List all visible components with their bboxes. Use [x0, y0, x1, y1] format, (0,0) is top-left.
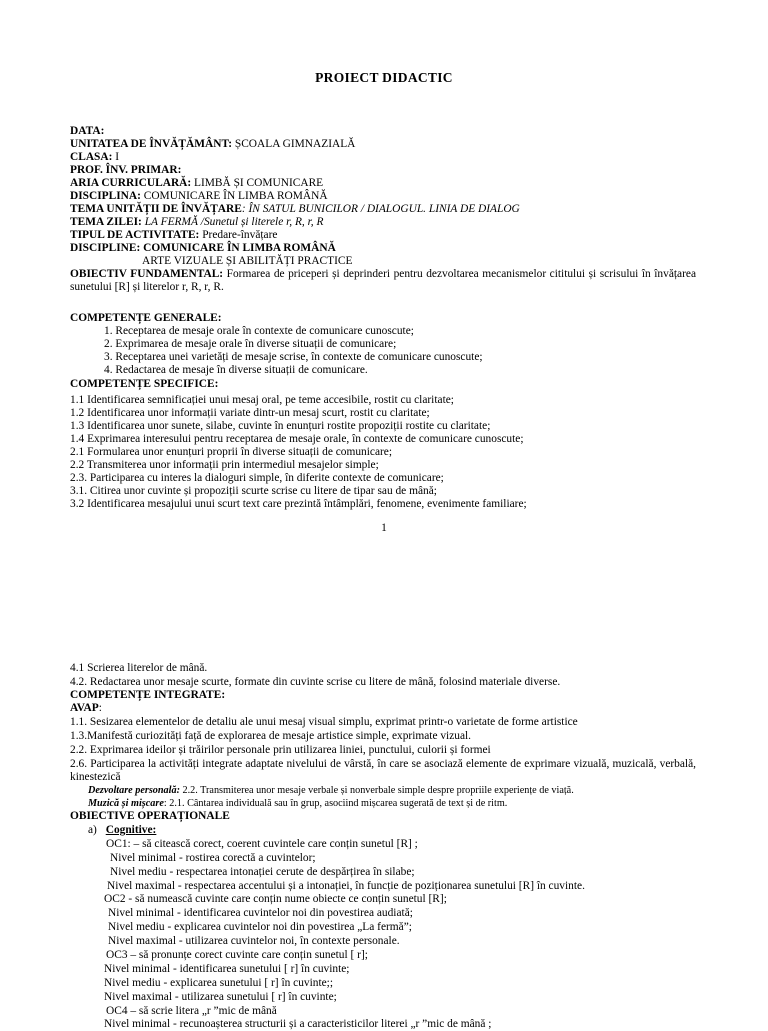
obiective-heading: OBIECTIVE OPERAȚIONALE — [70, 810, 230, 822]
data-line — [70, 125, 696, 138]
obiectiv-line: Nivel minimal - identificarea sunetului [ r] în cuvinte; — [104, 963, 350, 975]
obiectiv-paragraph — [70, 268, 696, 294]
tema-unitatii-line — [70, 203, 696, 216]
competenta-specifica-item: 2.2 Transmiterea unor informații prin intermediul mesajelor simple; — [70, 459, 379, 471]
obiectiv-line: Nivel maximal - utilizarea cuvintelor noi, în contexte personale. — [108, 935, 400, 947]
competenta-specifica-item: 2.3. Participarea cu interes la dialoguri simple, în diferite contexte de comunicare; — [70, 472, 444, 484]
competenta-generala-item: 4. Redactarea de mesaje în diverse situații de comunicare. — [104, 364, 368, 376]
aria-value: LIMBĂ ȘI COMUNICARE — [191, 177, 324, 189]
competenta-specifica-item: 1.3 Identificarea unor sunete, silabe, cuvinte în enunțuri rostite propoziții rostite cu claritate; — [70, 420, 491, 432]
tema-zilei-label: TEMA ZILEI: — [70, 216, 142, 228]
aria-label: ARIA CURRICULARĂ: — [70, 177, 192, 189]
muzica-label: Muzică și mișcare — [88, 798, 164, 809]
discipline-line — [70, 242, 696, 255]
unitatea-line — [70, 138, 696, 151]
competenta-specifica-item: 1.4 Exprimarea interesului pentru receptarea de mesaje orale, în contexte de comunicare cunoscute; — [70, 433, 524, 445]
clasa-label: CLASA: — [70, 151, 113, 163]
competenta-integrata-item: 2.2. Exprimarea ideilor și trăirilor personale prin utilizarea liniei, punctului, culorii și formei — [70, 744, 491, 756]
dezvoltare-value: 2.2. Transmiterea unor mesaje verbale și nonverbale simple despre propriile experiențe de viață. — [179, 785, 574, 796]
obiectiv-line: Nivel maximal - respectarea accentului și a intonației, în funcție de poziționarea sunetului [R] în cuvinte. — [107, 880, 585, 892]
tema-unitatii-value: : ÎN SATUL BUNICILOR / DIALOGUL. LINIA DE DIALOG — [241, 203, 520, 215]
competenta-specifica-item: 4.2. Redactarea unor mesaje scurte, formate din cuvinte scrise cu litere de mână, folosind materiale diverse. — [70, 676, 561, 688]
competenta-integrata-item: 1.1. Sesizarea elementelor de detaliu ale unui mesaj visual simplu, exprimat printr-o varietate de forme artistice — [70, 716, 578, 728]
competenta-generala-item: 3. Receptarea unei varietăți de mesaje scrise, în contexte de comunicare cunoscute; — [104, 351, 483, 363]
obiectiv-value: Formarea de priceperi și deprinderi pentru dezvoltarea mecanismelor cititului și scrisului în învățarea sunetului [R] și literelor r, R, r, R. — [70, 268, 696, 293]
avap-colon: : — [98, 702, 102, 714]
tipul-value: Predare-învățare — [199, 229, 278, 241]
competenta-integrata-item: 1.3.Manifestă curiozități față de explorarea de mesaje artistice simple, exprimate vizual. — [70, 730, 472, 742]
obiectiv-line: Nivel mediu - explicarea cuvintelor noi din povestirea „La fermă”; — [108, 921, 412, 933]
obiectiv-line: Nivel minimal - identificarea cuvintelor noi din povestirea audiată; — [108, 907, 413, 919]
competente-generale-heading: COMPETENȚE GENERALE: — [70, 312, 222, 324]
unitatea-value: ȘCOALA GIMNAZIALĂ — [232, 138, 356, 150]
competenta-specifica-item: 3.1. Citirea unor cuvinte și propoziții scurte scrise cu litere de tipar sau de mână; — [70, 485, 437, 497]
dezvoltare-label: Dezvoltare personală: — [88, 785, 180, 796]
competenta-generala-item: 2. Exprimarea de mesaje orale în diverse situații de comunicare; — [104, 338, 397, 350]
obiectiv-line: Nivel minimal - rostirea corectă a cuvintelor; — [110, 852, 316, 864]
aria-line — [70, 177, 696, 190]
avap-label: AVAP — [70, 702, 99, 714]
muzica-value: : 2.1. Cântarea individuală sau în grup, asociind mișcarea sugerată de text și de ritm. — [163, 798, 508, 809]
obiectiv-line: OC3 – să pronunțe corect cuvinte care conțin sunetul [ r]; — [106, 949, 368, 961]
competente-integrate-heading: COMPETENȚE INTEGRATE: — [70, 689, 226, 701]
cognitive-label: Cognitive: — [105, 824, 157, 836]
tema-zilei-value: LA FERMĂ /Sunetul și literele r, R, r, R — [141, 216, 324, 228]
competenta-specifica-item: 4.1 Scrierea literelor de mână. — [70, 662, 208, 674]
obiectiv-line: Nivel mediu - explicarea sunetului [ r] în cuvinte;; — [104, 977, 334, 989]
obiectiv-line: OC4 – să scrie litera „r ”mic de mână — [106, 1005, 277, 1017]
clasa-line — [70, 151, 696, 164]
obiectiv-line: Nivel maximal - utilizarea sunetului [ r] în cuvinte; — [104, 991, 337, 1003]
competenta-specifica-item: 3.2 Identificarea mesajului unui scurt text care prezintă întâmplări, fenomene, evenimente familiare; — [70, 498, 527, 510]
disciplina-line — [70, 190, 696, 203]
competenta-generala-item: 1. Receptarea de mesaje orale în contexte de comunicare cunoscute; — [104, 325, 414, 337]
disciplina-label: DISCIPLINA: — [70, 190, 141, 202]
clasa-value: I — [112, 151, 120, 163]
disciplina-value: COMUNICARE ÎN LIMBA ROMÂNĂ — [140, 190, 328, 202]
obiectiv-label: OBIECTIV FUNDAMENTAL: — [70, 268, 224, 280]
prof-line — [70, 164, 696, 177]
tema-zilei-line — [70, 216, 696, 229]
obiectiv-line: Nivel minimal - recunoașterea structurii și a caracteristicilor literei „r ”mic de mână ; — [104, 1018, 492, 1030]
competenta-specifica-item: 1.1 Identificarea semnificației unui mesaj oral, pe teme accesibile, rostit cu claritate; — [70, 394, 454, 406]
avap-line — [70, 702, 696, 715]
cognitive-prefix: a) — [88, 824, 97, 836]
cognitive-line — [88, 824, 696, 837]
obiectiv-line: OC1: – să citească corect, coerent cuvintele care conțin sunetul [R] ; — [106, 838, 418, 850]
competente-specifice-heading: COMPETENȚE SPECIFICE: — [70, 378, 219, 390]
tipul-label: TIPUL DE ACTIVITATE: — [70, 229, 200, 241]
discipline-label: DISCIPLINE: COMUNICARE ÎN LIMBA ROMÂNĂ — [70, 242, 336, 254]
unitatea-label: UNITATEA DE ÎNVĂȚĂMÂNT: — [70, 138, 233, 150]
document-title: PROIECT DIDACTIC — [315, 70, 453, 85]
discipline-line-2 — [142, 255, 696, 268]
tipul-line — [70, 229, 696, 242]
page-number: 1 — [381, 522, 387, 534]
competenta-specifica-item: 2.1 Formularea unor enunțuri proprii în diverse situații de comunicare; — [70, 446, 393, 458]
muzica-line — [88, 797, 696, 810]
dezvoltare-line — [88, 784, 696, 797]
competenta-integrata-item: 2.6. Participarea la activități integrate adaptate nivelului de vârstă, în care se asociază elemente de exprimare vizuală, muzicală, verbală, kinestezică — [70, 758, 696, 783]
data-label: DATA: — [70, 125, 105, 137]
obiectiv-line: Nivel mediu - respectarea intonației cerute de despărțirea în silabe; — [110, 866, 415, 878]
competenta-specifica-item: 1.2 Identificarea unor informații variate dintr-un mesaj scurt, rostit cu claritate; — [70, 407, 430, 419]
discipline-second: ARTE VIZUALE ȘI ABILITĂȚI PRACTICE — [142, 255, 353, 267]
prof-label: PROF. ÎNV. PRIMAR: — [70, 164, 182, 176]
tema-unitatii-label: TEMA UNITĂȚII DE ÎNVĂȚARE — [70, 203, 242, 215]
obiectiv-line: OC2 - să numească cuvinte care conțin nume obiecte ce conțin sunetul [R]; — [104, 893, 447, 905]
